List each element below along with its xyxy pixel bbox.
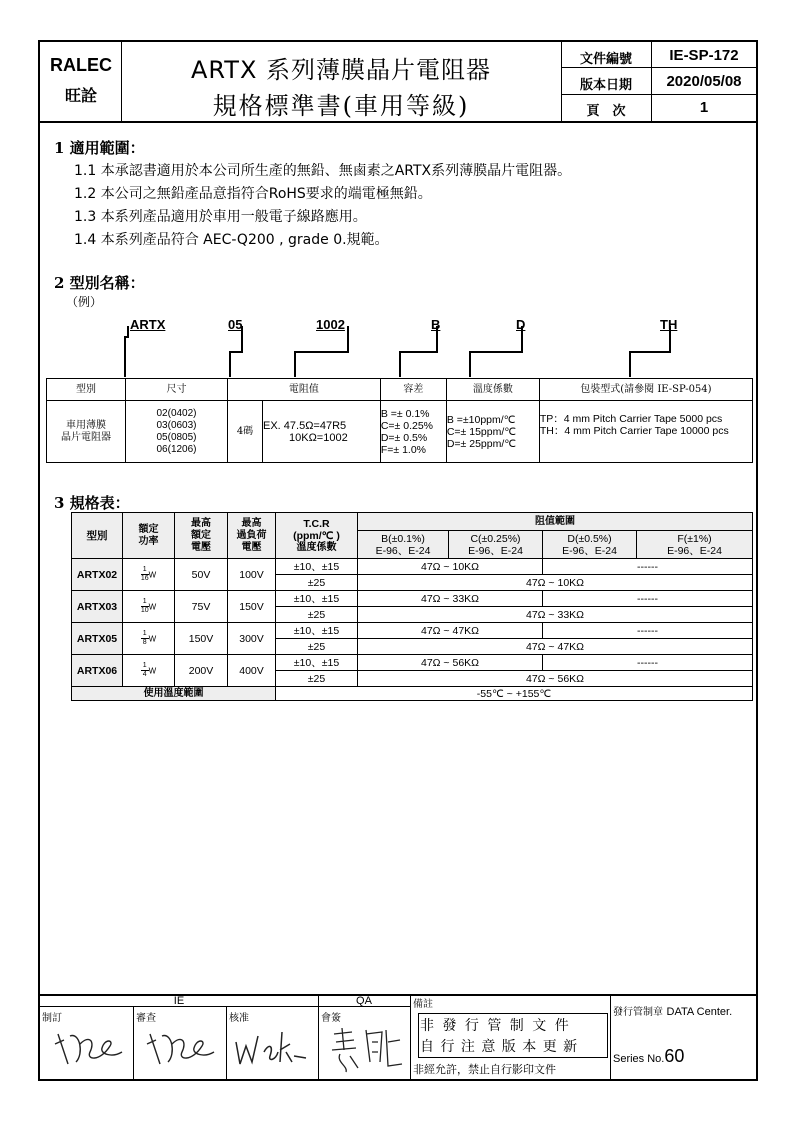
hdr-size: 尺寸 <box>126 379 228 401</box>
row-overload: 150V <box>228 591 276 623</box>
table-row <box>72 623 753 639</box>
row-type: ARTX03 <box>72 591 123 623</box>
scope-item-1: 1.1 本承認書適用於本公司所生產的無鉛、無鹵素之ARTX系列薄膜晶片電阻器。 <box>74 163 572 179</box>
code-tolerance: B <box>431 317 441 332</box>
row-range1: 47Ω ~ 33KΩ <box>358 591 543 607</box>
row-dash: ------ <box>543 623 753 639</box>
example-label: （例） <box>66 295 103 309</box>
row-power <box>123 559 175 591</box>
note-label: 備註 <box>413 999 433 1010</box>
resistance-example-2: 10KΩ=1002 <box>289 431 348 444</box>
size-0603: 03(0603) <box>156 419 197 431</box>
stamp-center: DATA Center. <box>666 1006 733 1018</box>
stamp-area <box>613 1003 732 1018</box>
signature-countersign <box>326 1022 406 1078</box>
power-den: 10 <box>140 607 149 614</box>
row-dash: ------ <box>543 591 753 607</box>
digits-cell: 4碼 <box>228 401 263 463</box>
power-den: 16 <box>140 575 149 582</box>
row-tcr1: ±10、±15 <box>276 623 358 639</box>
spec-hdr-tcr <box>276 513 358 559</box>
row-voltage: 75V <box>175 591 228 623</box>
tcr-cell <box>446 401 539 463</box>
power-num: 1 <box>142 598 147 605</box>
spec-hdr-overload <box>228 513 276 559</box>
tcr-b: B =±10ppm/℃ <box>446 413 516 426</box>
notice-uncontrolled: 非 發 行 管 制 文 件 <box>420 1018 571 1034</box>
notice-no-copy: 非經允許，禁止自行影印文件 <box>413 1063 556 1076</box>
series-value: 60 <box>664 1046 685 1066</box>
made-label: 制訂 <box>42 1013 62 1024</box>
review-label: 審查 <box>136 1013 156 1024</box>
row-dash: ------ <box>543 655 753 671</box>
row-dash: ------ <box>543 559 753 575</box>
tolerance-cell <box>380 401 446 463</box>
table-row <box>72 559 753 575</box>
doc-no: IE-SP-172 <box>669 47 739 64</box>
hdr-type: 型別 <box>47 379 126 401</box>
row-range2: 47Ω ~ 33KΩ <box>358 607 753 623</box>
row-range1: 47Ω ~ 10KΩ <box>358 559 543 575</box>
row-voltage: 200V <box>175 655 228 687</box>
spec-hdr-power <box>123 513 175 559</box>
spec-hdr-voltage-1: 最高 <box>191 517 211 529</box>
spec-hdr-voltage-3: 電壓 <box>191 541 211 553</box>
page-label: 頁 次 <box>586 104 626 119</box>
code-size: 05 <box>228 317 243 332</box>
spec-hdr-overload-2: 過負荷 <box>236 529 267 541</box>
spec-hdr-range: 阻值範圍 <box>358 513 753 531</box>
tcr-c: C=± 15ppm/℃ <box>446 425 517 438</box>
spec-hdr-tcr-1: T.C.R <box>303 517 330 530</box>
scope-item-2: 1.2 本公司之無鉛產品意指符合RoHS要求的端電極無鉛。 <box>74 186 432 202</box>
section3-title: 3 規格表： <box>54 494 130 512</box>
row-overload: 100V <box>228 559 276 591</box>
hdr-tcr: 溫度係數 <box>446 379 539 401</box>
resistance-example-cell <box>263 401 381 463</box>
tolerance-f: F=± 1.0% <box>380 443 427 456</box>
version-date: 2020/05/08 <box>666 73 742 90</box>
row-power <box>123 655 175 687</box>
spec-hdr-col-d <box>543 531 637 559</box>
code-resistance: 1002 <box>316 317 345 332</box>
row-tcr2: ±25 <box>276 575 358 591</box>
row-tcr2: ±25 <box>276 607 358 623</box>
spec-table <box>71 512 753 701</box>
company-zh: 旺詮 <box>64 86 97 105</box>
approve-label: 核准 <box>229 1013 249 1024</box>
type-cell <box>47 401 126 463</box>
signature-approve <box>232 1022 312 1070</box>
ie-label: IE <box>173 995 185 1007</box>
section1-title: 1 適用範圍： <box>54 139 145 157</box>
row-range1: 47Ω ~ 47KΩ <box>358 623 543 639</box>
spec-hdr-tcr-3: 溫度係數 <box>296 541 337 553</box>
spec-hdr-voltage-2: 額定 <box>191 529 211 541</box>
col-f-1: F(±1%) <box>677 532 712 545</box>
row-range2: 47Ω ~ 56KΩ <box>358 671 753 687</box>
spec-hdr-voltage <box>175 513 228 559</box>
row-tcr1: ±10、±15 <box>276 655 358 671</box>
spec-hdr-overload-1: 最高 <box>241 517 262 529</box>
stamp-label: 發行管制章 <box>613 1007 663 1018</box>
spec-hdr-overload-3: 電壓 <box>241 541 262 553</box>
packaging-tp: TP：4 mm Pitch Carrier Tape 5000 pcs <box>539 413 723 425</box>
series-label: Series No. <box>613 1053 665 1065</box>
tolerance-d: D=± 0.5% <box>380 431 428 444</box>
col-d-2: E-96、E-24 <box>562 544 617 557</box>
hdr-packaging: 包裝型式(請參閱 IE-SP-054) <box>539 379 752 401</box>
temp-value: -55℃ ~ +155℃ <box>276 687 753 701</box>
notice-check-version: 自 行 注 意 版 本 更 新 <box>420 1039 579 1055</box>
col-c-1: C(±0.25%) <box>470 532 521 545</box>
row-overload: 300V <box>228 623 276 655</box>
row-range2: 47Ω ~ 10KΩ <box>358 575 753 591</box>
type-line-2: 晶片電阻器 <box>61 431 111 443</box>
page-number: 1 <box>699 99 709 116</box>
packaging-th: TH：4 mm Pitch Carrier Tape 10000 pcs <box>539 425 729 437</box>
table-row <box>72 655 753 671</box>
col-d-1: D(±0.5%) <box>567 532 612 545</box>
power-num: 1 <box>142 662 147 669</box>
spec-hdr-power-2: 功率 <box>138 535 159 547</box>
col-b-2: E-96、E-24 <box>375 544 431 557</box>
signature-made <box>50 1024 125 1069</box>
code-tcr: D <box>516 317 526 332</box>
row-overload: 400V <box>228 655 276 687</box>
col-c-2: E-96、E-24 <box>468 544 523 557</box>
temp-label: 使用溫度範圍 <box>72 687 276 701</box>
countersign-label: 會簽 <box>321 1013 341 1024</box>
row-voltage: 150V <box>175 623 228 655</box>
power-den: 8 <box>142 639 147 646</box>
power-num: 1 <box>142 566 147 573</box>
size-0805: 05(0805) <box>156 431 197 443</box>
power-unit: W <box>148 666 157 676</box>
hdr-resistance: 電阻值 <box>228 379 381 401</box>
row-tcr1: ±10、±15 <box>276 591 358 607</box>
spec-hdr-type: 型別 <box>72 513 123 559</box>
series-number <box>613 1046 684 1067</box>
scope-item-4: 1.4 本系列產品符合 AEC-Q200 , grade 0.規範。 <box>74 232 389 248</box>
size-0402: 02(0402) <box>156 407 197 419</box>
row-type: ARTX06 <box>72 655 123 687</box>
code-packaging: TH <box>660 317 678 332</box>
doc-no-label: 文件編號 <box>579 52 632 67</box>
row-type: ARTX02 <box>72 559 123 591</box>
spec-hdr-tcr-2: (ppm/℃ ) <box>293 529 340 542</box>
type-line-1: 車用薄膜 <box>66 419 106 431</box>
code-series: ARTX <box>130 317 166 332</box>
tolerance-c: C=± 0.25% <box>380 419 434 432</box>
row-voltage: 50V <box>175 559 228 591</box>
power-num: 1 <box>142 630 147 637</box>
size-cell <box>126 401 228 463</box>
row-range2: 47Ω ~ 47KΩ <box>358 639 753 655</box>
spec-hdr-power-1: 額定 <box>138 523 159 535</box>
part-number-table <box>46 378 753 463</box>
row-power <box>123 623 175 655</box>
col-b-1: B(±0.1%) <box>381 532 425 545</box>
spec-hdr-col-b <box>358 531 449 559</box>
size-1206: 06(1206) <box>156 443 197 455</box>
table-row <box>72 687 753 701</box>
row-type: ARTX05 <box>72 623 123 655</box>
section2-title: 2 型別名稱： <box>54 274 145 292</box>
power-unit: W <box>148 570 157 580</box>
doc-title-line1: ARTX 系列薄膜晶片電阻器 <box>190 56 492 84</box>
row-tcr1: ±10、±15 <box>276 559 358 575</box>
row-power <box>123 591 175 623</box>
notice-box <box>418 1013 608 1058</box>
resistance-example-1: EX. 47.5Ω=47R5 <box>263 419 347 432</box>
packaging-cell <box>539 401 752 463</box>
row-tcr2: ±25 <box>276 671 358 687</box>
row-tcr2: ±25 <box>276 639 358 655</box>
col-f-2: E-96、E-24 <box>667 544 722 557</box>
spec-hdr-col-f <box>637 531 753 559</box>
doc-title-line2: 規格標準書(車用等級) <box>212 92 470 120</box>
tcr-d: D=± 25ppm/℃ <box>446 437 517 450</box>
company-en: RALEC <box>50 55 112 75</box>
tolerance-b: B =± 0.1% <box>380 407 430 420</box>
table-row <box>72 591 753 607</box>
signature-review <box>142 1024 217 1069</box>
hdr-tolerance: 容差 <box>380 379 446 401</box>
scope-item-3: 1.3 本系列產品適用於車用一般電子線路應用。 <box>74 209 367 225</box>
power-unit: W <box>148 602 157 612</box>
qa-label: QA <box>356 995 372 1007</box>
power-unit: W <box>148 634 157 644</box>
spec-hdr-col-c <box>449 531 543 559</box>
power-den: 4 <box>142 671 147 678</box>
row-range1: 47Ω ~ 56KΩ <box>358 655 543 671</box>
version-label: 版本日期 <box>579 78 632 93</box>
